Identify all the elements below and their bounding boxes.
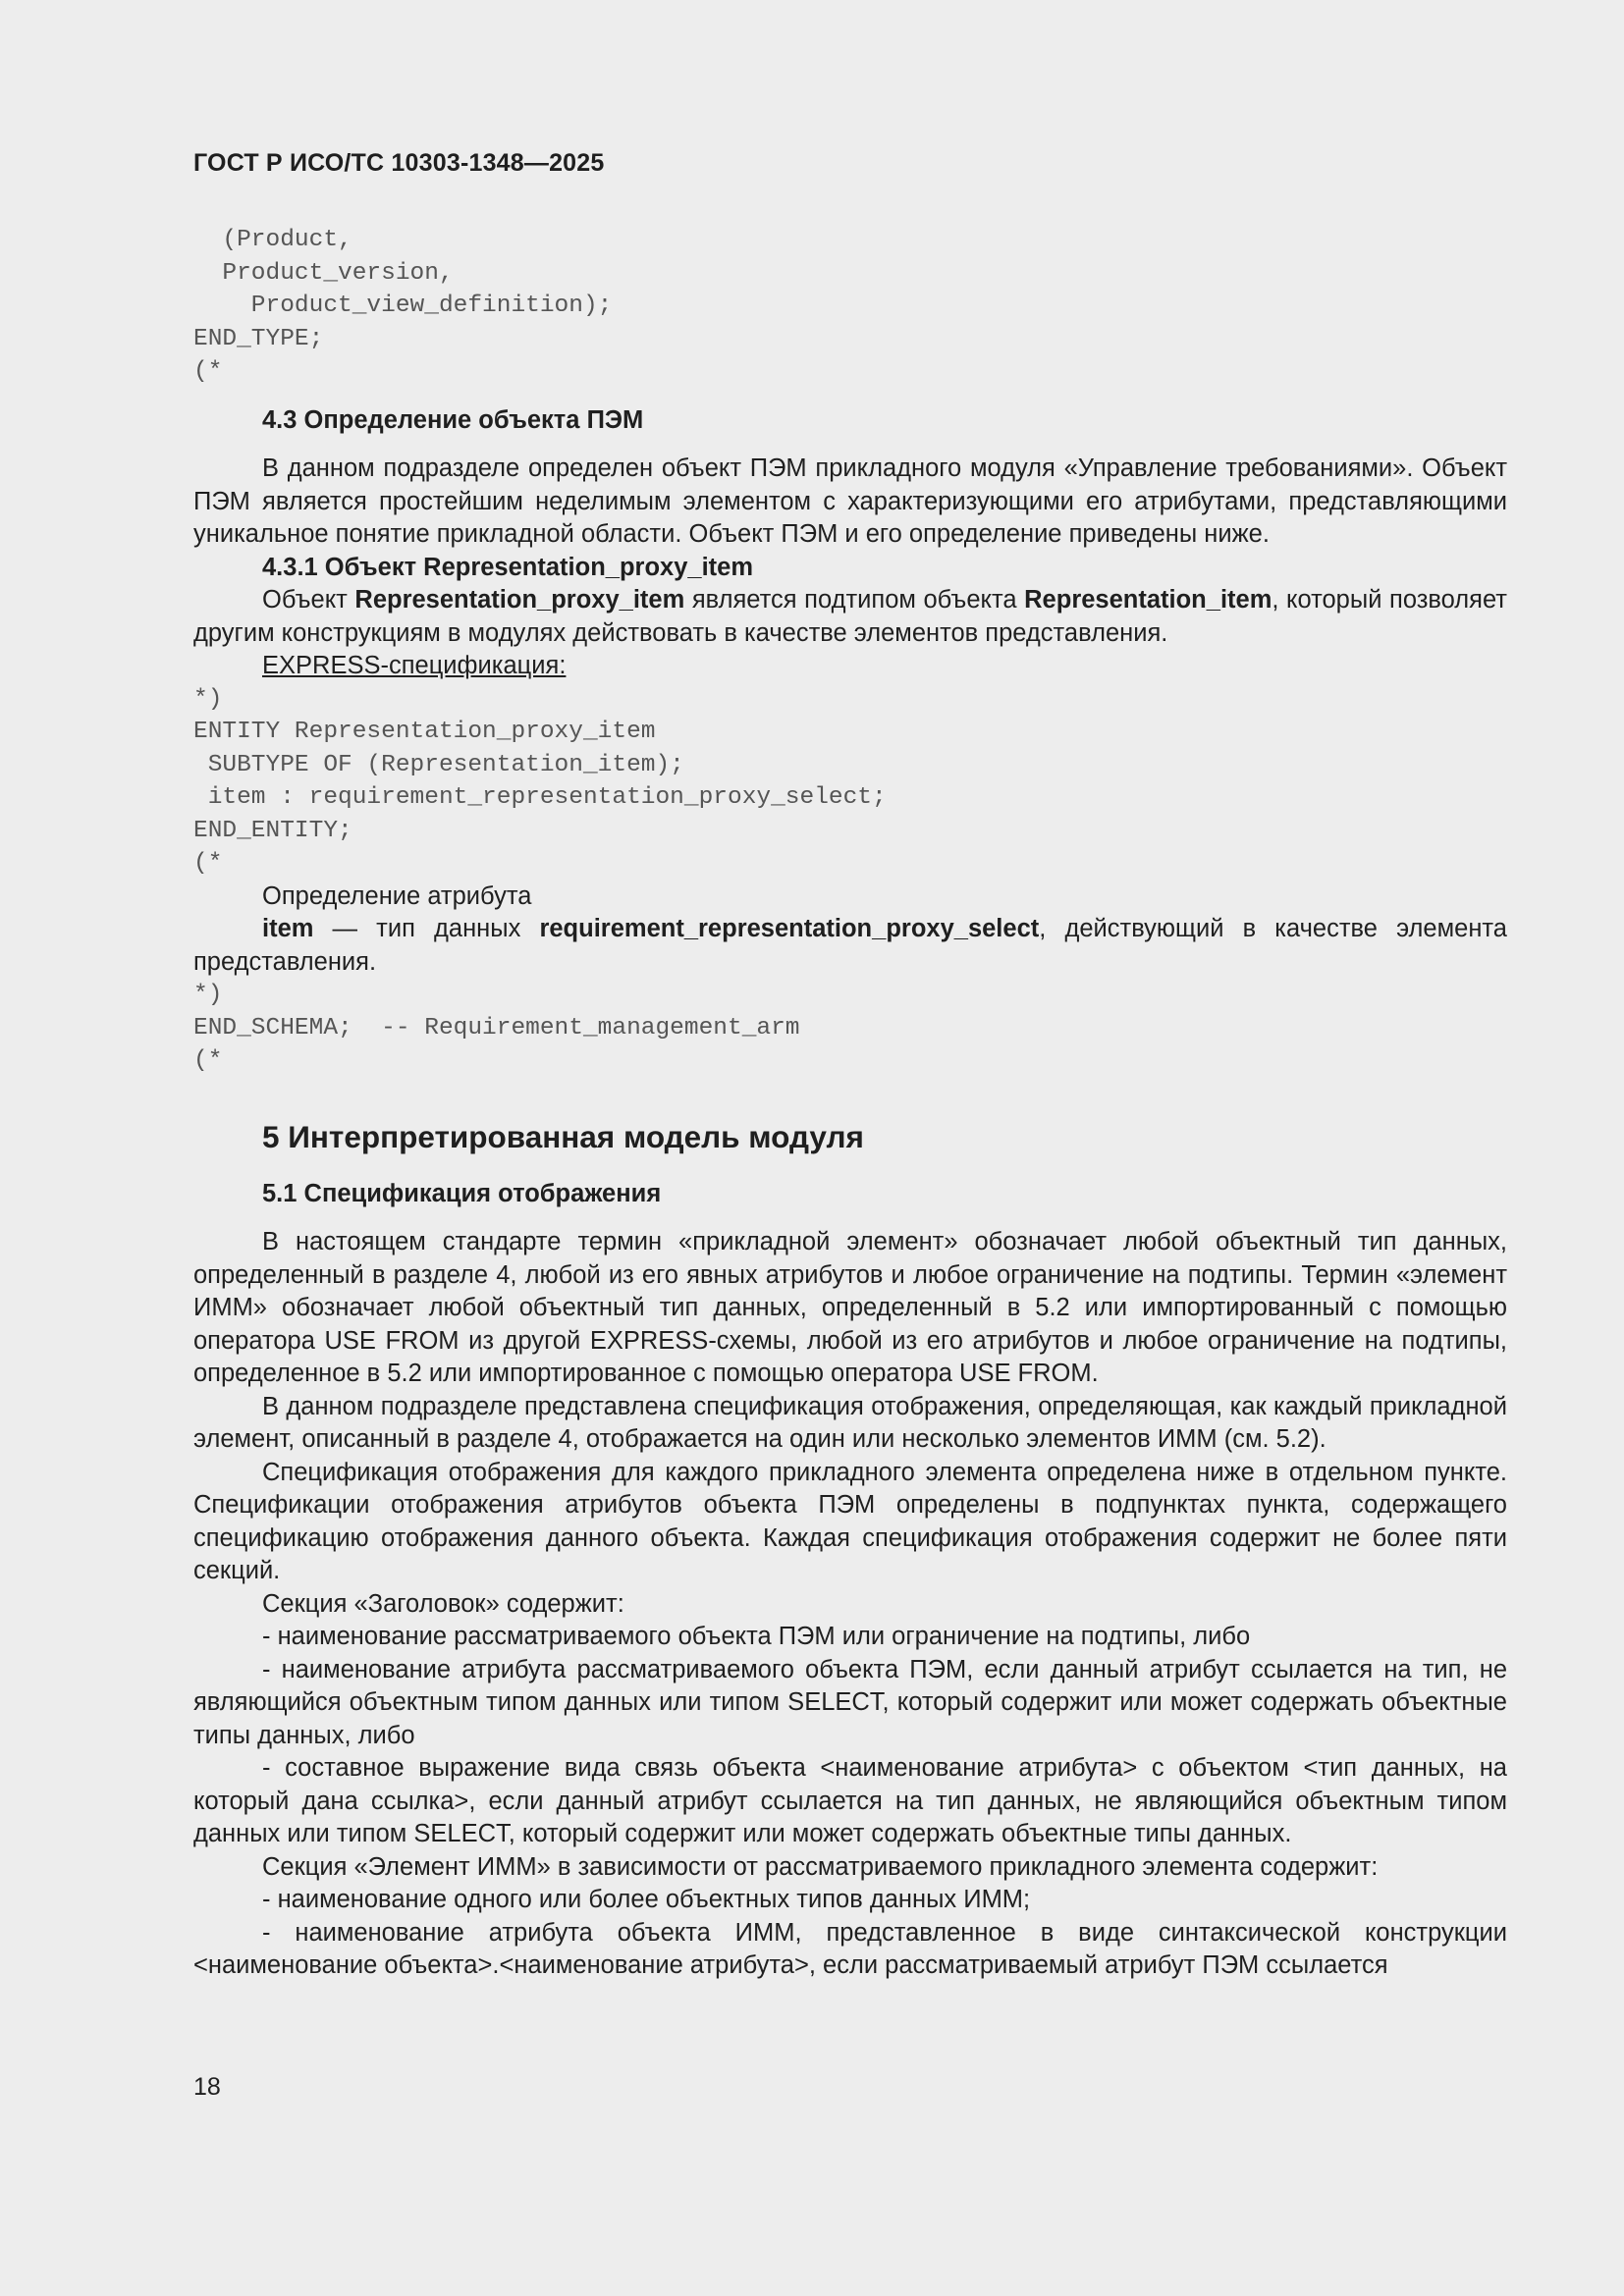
paragraph (193, 913, 1507, 979)
list-item: - наименование рассматриваемого объекта ПЭМ или ограничение на подтипы, либо (262, 1623, 1251, 1650)
code-line: *) (193, 685, 223, 713)
code-line: (Product, (193, 227, 352, 253)
code-line: END_SCHEMA; -- Requirement_management_arm (193, 1014, 800, 1041)
code-line: ENTITY Representation_proxy_item (193, 719, 656, 745)
text-run: Объект (262, 586, 355, 614)
document-header: ГОСТ Р ИСО/ТС 10303-1348—2025 (193, 149, 605, 177)
attribute-definition-title: Определение атрибута (262, 881, 532, 910)
code-line: (* (193, 1047, 223, 1074)
list-item: - наименование атрибута рассматриваемого объекта ПЭМ, если данный атрибут ссылается на тип, не являющийся объектным типом данных или типом SELECT, который содержит или может содержать объектные типы данных, либо (193, 1655, 1507, 1749)
page-number: 18 (193, 2073, 221, 2101)
text-run: — тип данных (313, 915, 540, 942)
list-item: - наименование одного или более объектных типов данных ИММ; (262, 1886, 1031, 1913)
express-spec-label (193, 650, 1507, 683)
code-block-schema-end (193, 979, 1507, 1078)
page-content (193, 224, 1507, 1983)
paragraph: Спецификация отображения для каждого прикладного элемента определена ниже в отдельном пункте. Спецификации отображения атрибутов объекта ПЭМ определены в подпунктах пункта, содержащего спецификацию отображения данного объекта. Каждая спецификация отображения содержит не более пяти секций. (193, 1458, 1507, 1584)
paragraph: В данном подразделе определен объект ПЭМ прикладного модуля «Управление требованиями». Объект ПЭМ является простейшим неделимым элементом с характеризующими его атрибутами, представляющими уникальное понятие прикладной области. Объект ПЭМ и его определение приведены ниже. (193, 454, 1507, 548)
express-spec-label-text: EXPRESS-спецификация: (262, 652, 567, 679)
code-line: (* (193, 358, 223, 385)
code-line: item : requirement_representation_proxy_select; (193, 784, 887, 811)
paragraph: Секция «Заголовок» содержит: (262, 1589, 624, 1618)
code-line: *) (193, 982, 223, 1008)
list-item: - наименование атрибута объекта ИММ, представленное в виде синтаксической конструкции <наименование объекта>.<наименование атрибута>, если рассматриваемый атрибут ПЭМ ссылается (193, 1918, 1507, 1979)
section-heading-4-3-1: 4.3.1 Объект Representation_proxy_item (262, 553, 754, 581)
text-run: является подтипом объекта (684, 586, 1025, 614)
entity-name: Representation_proxy_item (354, 586, 685, 614)
list-item: - составное выражение вида связь объекта <наименование атрибута> с объектом <тип данных, на который дана ссылка>, если данный атрибут ссылается на тип данных, не являющийся объектным типом данных или типом SELECT, который содержит или может содержать объектные типы данных. (193, 1754, 1507, 1847)
paragraph: Секция «Элемент ИММ» в зависимости от рассматриваемого прикладного элемента содержит: (262, 1852, 1379, 1881)
code-line: Product_version, (193, 259, 454, 287)
section-heading-4-3: 4.3 Определение объекта ПЭМ (262, 405, 644, 434)
section-heading-5-1: 5.1 Спецификация отображения (262, 1179, 662, 1207)
entity-name: Representation_item (1024, 586, 1272, 614)
code-line: SUBTYPE OF (Representation_item); (193, 751, 684, 778)
paragraph: В настоящем стандарте термин «прикладной элемент» обозначает любой объектный тип данных, определенный в разделе 4, любой из его явных атрибутов и любое ограничение на подтипы. Термин «элемент ИММ» обозначает любой объектный тип данных, определенный в 5.2 или импортированный с помощью оператора USE FROM из другой EXPRESS-схемы, любой из его атрибутов и любое ограничение на подтипы, определенное в 5.2 или импортированное с помощью оператора USE FROM. (193, 1228, 1507, 1387)
text-run: , действующий в качестве элемента представления. (193, 915, 1507, 976)
code-line: Product_view_definition); (193, 293, 613, 319)
type-name: requirement_representation_proxy_select (539, 915, 1040, 942)
code-block-entity (193, 683, 1507, 881)
paragraph (193, 584, 1507, 650)
code-line: (* (193, 850, 223, 877)
code-line: END_ENTITY; (193, 817, 352, 844)
attribute-name: item (262, 915, 314, 942)
text-run: , который позволяет другим конструкциям в модулях действовать в качестве элементов представления. (193, 586, 1507, 647)
code-block-type-end (193, 224, 1507, 389)
paragraph: В данном подразделе представлена спецификация отображения, определяющая, как каждый прикладной элемент, описанный в разделе 4, отображается на один или несколько элементов ИММ (см. 5.2). (193, 1392, 1507, 1453)
section-heading-5: 5 Интерпретированная модель модуля (262, 1118, 864, 1154)
code-line: END_TYPE; (193, 325, 324, 352)
